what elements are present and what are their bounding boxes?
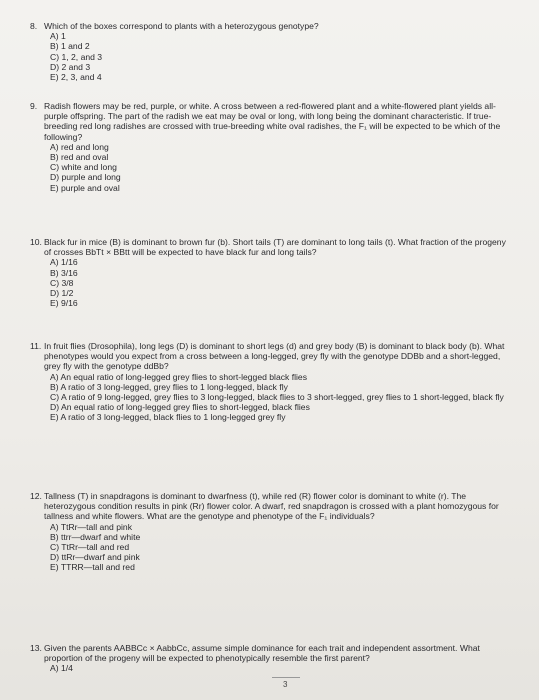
answer-option[interactable]: E) A ratio of 3 long-legged, black flies to 1 long-legged grey fly: [50, 412, 286, 423]
answer-options: [50, 522, 510, 573]
answer-option[interactable]: E) 9/16: [50, 298, 78, 309]
answer-option[interactable]: D) ttRr—dwarf and pink: [50, 552, 140, 563]
answer-option[interactable]: A) TtRr—tall and pink: [50, 521, 132, 532]
question-stem: Black fur in mice (B) is dominant to brown fur (b). Short tails (T) are dominant to long tails (t). What fraction of the progeny of crosses BbTt × BBtt will be expected to have black fur and long tails?: [44, 237, 506, 258]
answer-option[interactable]: C) A ratio of 9 long-legged, grey flies to 3 long-legged, black flies to 3 short-legged, grey flies to 1 short-legged, black fly: [50, 392, 504, 403]
answer-option[interactable]: C) 1, 2, and 3: [50, 51, 103, 62]
answer-option[interactable]: A) 1/16: [50, 257, 78, 268]
answer-option[interactable]: C) 3/8: [50, 277, 74, 288]
answer-option[interactable]: B) red and oval: [50, 152, 109, 163]
page-number: 3: [283, 680, 288, 689]
answer-option[interactable]: D) purple and long: [50, 172, 121, 183]
answer-option[interactable]: A) red and long: [50, 141, 109, 152]
question-number: 10.: [30, 237, 42, 247]
answer-option[interactable]: C) TtRr—tall and red: [50, 542, 130, 553]
page-number-rule: [272, 677, 300, 678]
answer-option[interactable]: C) white and long: [50, 162, 117, 173]
answer-option[interactable]: B) 1 and 2: [50, 41, 90, 52]
question-number: 9.: [30, 101, 38, 111]
question-stem: In fruit flies (Drosophila), long legs (D) is dominant to short legs (d) and grey body (B) is dominant to black body (b). What phenotypes would you expect from a cross between a long-legged, grey fly with the genotype DDBb and a short-legged, grey fly with the genotype ddBb?: [44, 341, 505, 372]
answer-options: [50, 142, 510, 193]
question-stem: Radish flowers may be red, purple, or white. A cross between a red-flowered plant and a white-flowered plant yields all-purple offspring. The part of the radish we eat may be oval or long, with long being the dominant characteristic. If true-breeding red long radishes are crossed with true-breeding white oval radishes, the F₁ will be expected to be which of the following?: [44, 101, 501, 142]
question-number: 12.: [30, 491, 42, 501]
question-12: [30, 491, 510, 573]
answer-option[interactable]: A) An equal ratio of long-legged grey flies to short-legged black flies: [50, 371, 308, 382]
question-9: [30, 101, 510, 193]
question-8: [30, 21, 510, 82]
answer-option[interactable]: B) A ratio of 3 long-legged, grey flies to 1 long-legged, black fly: [50, 381, 288, 392]
question-13: [30, 643, 510, 674]
answer-option[interactable]: B) 3/16: [50, 267, 78, 278]
answer-options: [50, 31, 510, 82]
answer-option[interactable]: A) 1: [50, 31, 66, 42]
answer-option[interactable]: E) TTRR—tall and red: [50, 562, 135, 573]
answer-option[interactable]: E) 2, 3, and 4: [50, 72, 102, 83]
answer-option[interactable]: D) 2 and 3: [50, 61, 91, 72]
answer-option[interactable]: B) ttrr—dwarf and white: [50, 531, 141, 542]
answer-option[interactable]: A) 1/4: [50, 663, 73, 674]
question-number: 8.: [30, 21, 38, 31]
answer-option[interactable]: D) An equal ratio of long-legged grey flies to short-legged, black flies: [50, 402, 310, 413]
question-11: [30, 341, 510, 423]
answer-option[interactable]: D) 1/2: [50, 288, 74, 299]
answer-options: [50, 372, 510, 423]
question-stem: Tallness (T) in snapdragons is dominant to dwarfness (t), while red (R) flower color is dominant to white (r). The heterozygous condition results in pink (Rr) flower color. A dwarf, red snapdragon is crossed with a plant homozygous for tallness and white flowers. What are the genotype and phenotype of the F₁ individuals?: [44, 491, 499, 522]
question-stem: Given the parents AABBCc × AabbCc, assume simple dominance for each trait and independent assortment. What proportion of the progeny will be expected to phenotypically resemble the first parent?: [44, 643, 480, 664]
question-10: [30, 237, 510, 308]
question-number: 13.: [30, 643, 42, 653]
answer-options: [50, 663, 510, 673]
question-number: 11.: [30, 341, 42, 351]
answer-options: [50, 257, 510, 308]
question-stem: Which of the boxes correspond to plants with a heterozygous genotype?: [44, 21, 319, 31]
answer-option[interactable]: E) purple and oval: [50, 182, 120, 193]
